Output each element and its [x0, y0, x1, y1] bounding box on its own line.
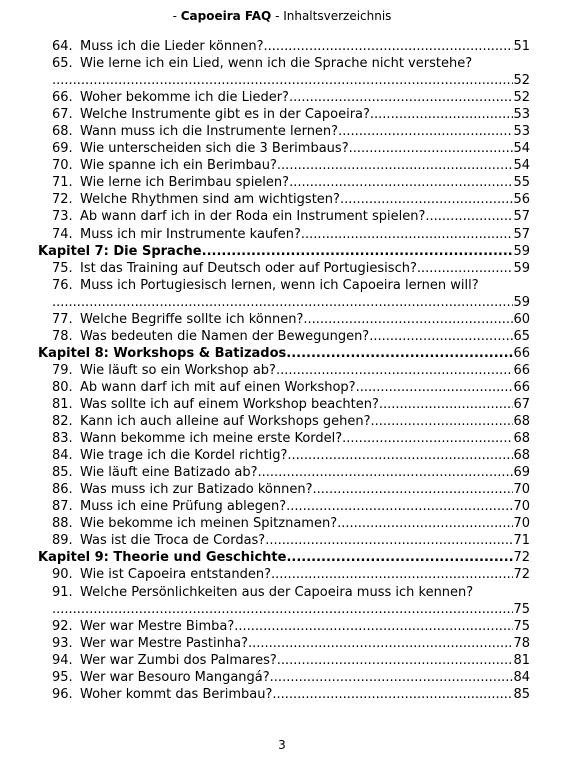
chapter-title: Kapitel 8: Workshops & Batizados [38, 345, 287, 361]
dot-leader [425, 208, 513, 225]
dot-leader [289, 89, 513, 106]
toc-entry-text: Wie unterscheiden sich die 3 Berimbaus? [80, 141, 349, 157]
toc-page-number: 56 [513, 192, 530, 208]
toc-entry-number: 96. [52, 686, 73, 702]
dot-leader [337, 515, 513, 532]
toc-entry-text: Wann bekomme ich meine erste Kordel? [80, 431, 343, 447]
toc-entry-number: 88. [52, 516, 73, 532]
toc-entry[interactable] [38, 584, 530, 601]
toc-page-number: 53 [513, 124, 530, 140]
dot-leader [52, 72, 513, 89]
toc-entry-text: Wann muss ich die Instrumente lernen? [80, 124, 339, 140]
toc-entry-text: Welche Instrumente gibt es in der Capoeira? [80, 107, 370, 123]
dot-leader [248, 635, 513, 652]
dot-leader [276, 362, 514, 379]
toc-entry-number: 87. [52, 499, 73, 515]
toc-entry-number: 83. [52, 431, 73, 447]
toc-entry-text: Welche Rhythmen sind am wichtigsten? [80, 192, 340, 208]
toc-page-number: 60 [513, 311, 530, 327]
toc-entry[interactable] [38, 669, 530, 686]
toc-entry-text: Wie lerne ich ein Lied, wenn ich die Sprache nicht verstehe? [80, 56, 473, 72]
dot-leader [52, 601, 513, 618]
toc-page-number: 70 [513, 499, 530, 515]
toc-entry[interactable] [38, 226, 530, 243]
toc-page-number: 54 [513, 141, 530, 157]
dot-leader [417, 260, 514, 277]
toc-entry-number: 76. [52, 277, 73, 293]
dot-leader [272, 686, 513, 703]
toc-entry[interactable] [38, 652, 530, 669]
toc-page-number: 66 [513, 362, 530, 378]
toc-page-number: 67 [513, 396, 530, 412]
dot-leader [234, 618, 513, 635]
toc-entry-text: Wie trage ich die Kordel richtig? [80, 448, 288, 464]
toc-entry-text: Was muss ich zur Batizado können? [80, 482, 313, 498]
toc-entry-text: Wer war Mestre Bimba? [80, 618, 235, 634]
toc-entry[interactable] [38, 277, 530, 294]
toc-entry-number: 91. [52, 584, 73, 600]
toc-entry-continuation[interactable] [38, 601, 530, 618]
toc-entry[interactable] [38, 413, 530, 430]
toc-entry[interactable] [38, 498, 530, 515]
toc-entry[interactable] [38, 430, 530, 447]
toc-entry-text: Muss ich eine Prüfung ablegen? [80, 499, 287, 515]
toc-entry-text: Ab wann darf ich mit auf einen Workshop? [80, 379, 356, 395]
toc-entry-number: 74. [52, 226, 73, 242]
toc-entry[interactable] [38, 123, 530, 140]
toc-entry-text: Muss ich mir Instrumente kaufen? [80, 226, 301, 242]
toc-entry-text: Wer war Besouro Mangangá? [80, 669, 270, 685]
chapter-title: Kapitel 9: Theorie und Geschichte [38, 550, 287, 566]
dot-leader [265, 532, 513, 549]
dot-leader [356, 379, 514, 396]
dot-leader [277, 652, 514, 669]
toc-entry[interactable] [38, 174, 530, 191]
toc-entry-number: 64. [52, 39, 73, 54]
toc-page-number: 69 [513, 465, 530, 481]
toc-entry-number: 65. [52, 56, 73, 72]
toc-entry-text: Ist das Training auf Deutsch oder auf Portugiesisch? [80, 260, 417, 276]
toc-entry-text: Wer war Zumbi dos Palmares? [80, 652, 277, 668]
toc-entry-continuation[interactable] [38, 294, 530, 311]
dot-leader [370, 413, 513, 430]
toc-entry-text: Muss ich Portugiesisch lernen, wenn ich Capoeira lernen will? [80, 277, 479, 293]
dot-leader [287, 447, 513, 464]
toc-page-number: 70 [513, 516, 530, 532]
dot-leader [369, 328, 513, 345]
toc-page-number: 66 [513, 345, 530, 361]
dot-leader [271, 566, 513, 583]
toc-entry[interactable] [38, 481, 530, 498]
toc-page-number: 78 [513, 635, 530, 651]
dot-leader [263, 38, 513, 55]
dot-leader [313, 481, 514, 498]
toc-entry-text: Welche Persönlichkeiten aus der Capoeira muss ich kennen? [80, 584, 474, 600]
toc-page-number: 66 [513, 379, 530, 395]
toc-entry-text: Was ist die Troca de Cordas? [80, 533, 266, 549]
toc-entry-text: Muss ich die Lieder können? [80, 39, 264, 54]
toc-entry-text: Wie bekomme ich meinen Spitznamen? [80, 516, 338, 532]
dot-leader [286, 498, 513, 515]
toc-entry[interactable] [38, 191, 530, 208]
toc-entry-number: 94. [52, 652, 73, 668]
toc-chapter-heading[interactable] [38, 243, 530, 260]
toc-entry-number: 85. [52, 465, 73, 481]
dot-leader [303, 311, 513, 328]
toc-page-number: 57 [513, 209, 530, 225]
toc-entry-number: 86. [52, 482, 73, 498]
toc-entry-number: 95. [52, 669, 73, 685]
toc-entry[interactable] [38, 362, 530, 379]
toc-entry[interactable] [38, 464, 530, 481]
toc-chapter-heading[interactable] [38, 549, 530, 566]
toc-page-number: 53 [513, 107, 530, 123]
toc-entry-number: 77. [52, 311, 73, 327]
toc-entry-text: Wer war Mestre Pastinha? [80, 635, 248, 651]
dot-leader [349, 140, 514, 157]
toc-entry[interactable] [38, 686, 530, 703]
toc-page-number: 68 [513, 414, 530, 430]
dot-leader [301, 226, 514, 243]
toc-page-number: 85 [513, 686, 530, 702]
toc-entry-number: 66. [52, 90, 73, 106]
table-of-contents [38, 38, 530, 703]
toc-entry-number: 72. [52, 192, 73, 208]
toc-entry-number: 90. [52, 567, 73, 583]
toc-entry-text: Was sollte ich auf einem Workshop beachten? [80, 396, 379, 412]
toc-page-number: 75 [513, 601, 530, 617]
dot-leader [270, 669, 514, 686]
toc-entry[interactable] [38, 140, 530, 157]
toc-entry-number: 93. [52, 635, 73, 651]
toc-entry[interactable] [38, 89, 530, 106]
toc-entry-number: 79. [52, 362, 73, 378]
toc-entry[interactable] [38, 515, 530, 532]
dot-leader [370, 106, 514, 123]
toc-entry-number: 73. [52, 209, 73, 225]
toc-entry-continuation[interactable] [38, 72, 530, 89]
dot-leader [289, 174, 513, 191]
dot-leader [286, 345, 513, 362]
toc-entry-text: Wie läuft so ein Workshop ab? [80, 362, 276, 378]
toc-entry-text: Welche Begriffe sollte ich können? [80, 311, 304, 327]
dot-leader [52, 294, 513, 311]
toc-entry-text: Woher kommt das Berimbau? [80, 686, 273, 702]
toc-entry-number: 84. [52, 448, 73, 464]
header-section: - Inhaltsverzeichnis [275, 9, 392, 23]
toc-page-number: 59 [513, 260, 530, 276]
toc-entry[interactable] [38, 566, 530, 583]
dot-leader [258, 464, 514, 481]
toc-page-number: 59 [513, 243, 530, 259]
toc-entry[interactable] [38, 311, 530, 328]
toc-entry-text: Ab wann darf ich in der Roda ein Instrument spielen? [80, 209, 426, 225]
toc-entry-number: 80. [52, 379, 73, 395]
header-title: Capoeira FAQ [180, 9, 272, 23]
toc-entry[interactable] [38, 260, 530, 277]
dot-leader [342, 430, 513, 447]
toc-page-number: 55 [513, 175, 530, 191]
toc-page-number: 72 [513, 567, 530, 583]
toc-entry[interactable] [38, 328, 530, 345]
toc-page-number: 59 [513, 294, 530, 310]
toc-entry-text: Wie spanne ich ein Berimbau? [80, 158, 277, 174]
toc-entry[interactable] [38, 532, 530, 549]
toc-entry-number: 89. [52, 533, 73, 549]
toc-page-number: 52 [513, 90, 530, 106]
toc-entry-text: Wie ist Capoeira entstanden? [80, 567, 272, 583]
toc-page-number: 68 [513, 431, 530, 447]
toc-entry[interactable] [38, 106, 530, 123]
toc-entry-text: Was bedeuten die Namen der Bewegungen? [80, 328, 370, 344]
toc-entry-number: 82. [52, 414, 73, 430]
toc-entry[interactable] [38, 379, 530, 396]
toc-page-number: 68 [513, 448, 530, 464]
toc-chapter-heading[interactable] [38, 345, 530, 362]
toc-entry[interactable] [38, 447, 530, 464]
toc-page-number: 70 [513, 482, 530, 498]
toc-entry-text: Woher bekomme ich die Lieder? [80, 90, 289, 106]
dot-leader [202, 243, 514, 260]
toc-entry-number: 75. [52, 260, 73, 276]
dot-leader [277, 157, 514, 174]
toc-entry-number: 69. [52, 141, 73, 157]
toc-page-number: 81 [513, 652, 530, 668]
dot-leader [379, 396, 514, 413]
toc-entry-text: Wie lerne ich Berimbau spielen? [80, 175, 290, 191]
toc-page-number: 52 [513, 73, 530, 89]
toc-entry[interactable] [38, 208, 530, 225]
toc-entry-number: 71. [52, 175, 73, 191]
toc-entry[interactable] [38, 396, 530, 413]
header-dash: - [172, 9, 177, 23]
toc-entry-number: 78. [52, 328, 73, 344]
toc-entry-number: 81. [52, 396, 73, 412]
toc-entry-number: 92. [52, 618, 73, 634]
toc-entry[interactable] [38, 618, 530, 635]
toc-page-number: 72 [513, 550, 530, 566]
toc-page-number: 57 [513, 226, 530, 242]
toc-entry-number: 68. [52, 124, 73, 140]
toc-page-number: 51 [513, 39, 530, 54]
toc-page-number: 54 [513, 158, 530, 174]
running-header [0, 8, 564, 24]
toc-entry[interactable] [38, 635, 530, 652]
toc-page-number: 71 [513, 533, 530, 549]
toc-entry-text: Wie läuft eine Batizado ab? [80, 465, 258, 481]
toc-entry[interactable] [38, 38, 530, 55]
toc-page-number: 75 [513, 618, 530, 634]
dot-leader [340, 191, 514, 208]
toc-page-number: 84 [513, 669, 530, 685]
dot-leader [286, 549, 513, 566]
chapter-title: Kapitel 7: Die Sprache [38, 243, 202, 259]
toc-entry-number: 67. [52, 107, 73, 123]
dot-leader [338, 123, 513, 140]
toc-entry-text: Kann ich auch alleine auf Workshops gehen? [80, 414, 371, 430]
toc-entry-number: 70. [52, 158, 73, 174]
toc-entry[interactable] [38, 157, 530, 174]
toc-entry[interactable] [38, 55, 530, 72]
page-number: 3 [278, 738, 286, 752]
toc-page-number: 65 [513, 328, 530, 344]
